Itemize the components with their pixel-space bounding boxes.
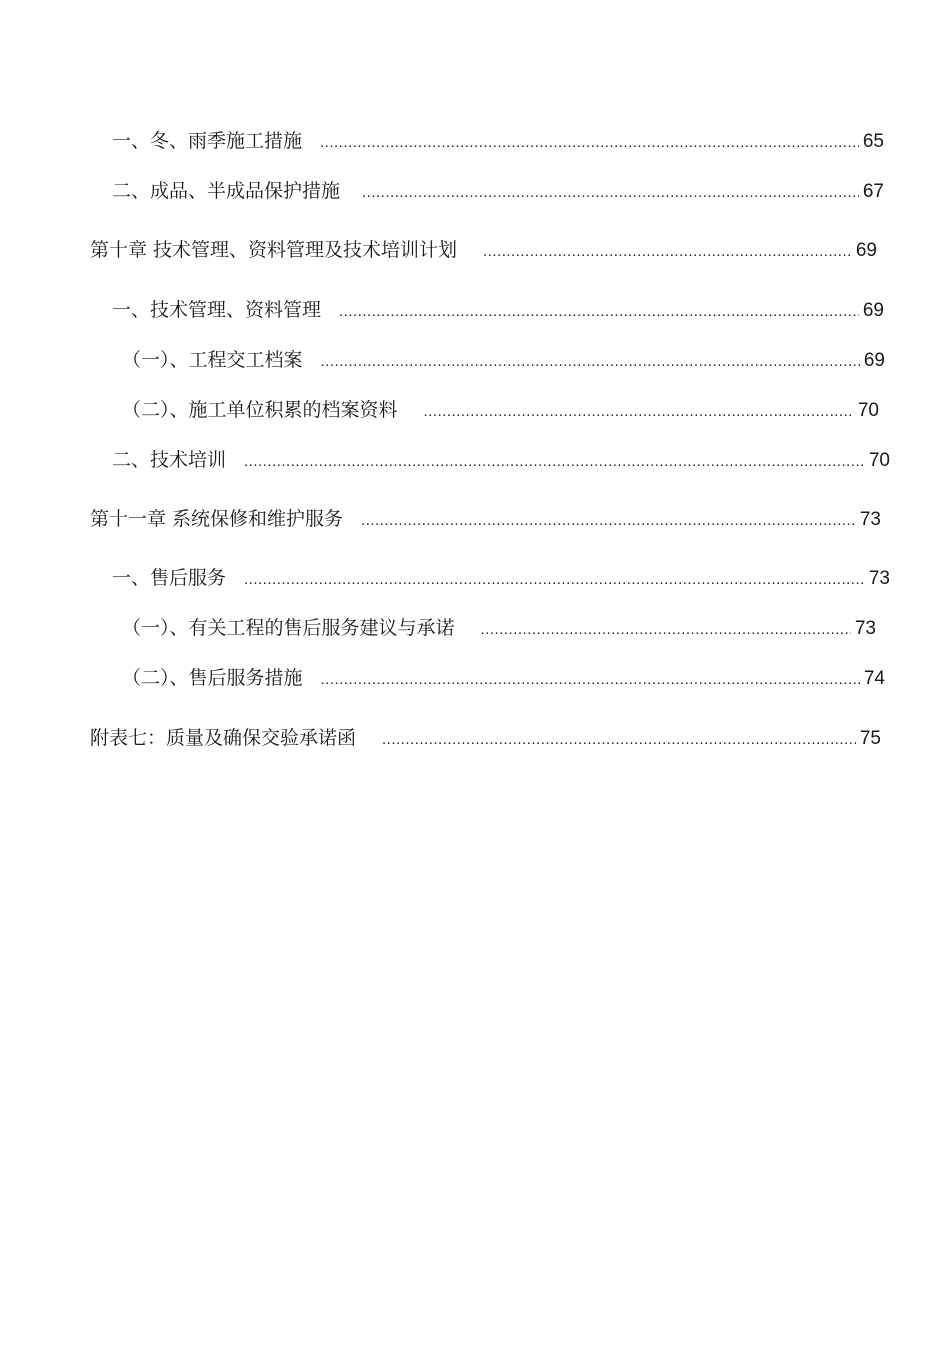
toc-entry-page: 70 <box>857 400 879 421</box>
toc-entry-title: 第十章 技术管理、资料管理及技术培训计划 <box>90 239 458 261</box>
toc-chapter-entry[interactable] <box>90 504 881 534</box>
toc-subentry[interactable] <box>122 613 876 643</box>
toc-entry-page: 65 <box>862 131 884 152</box>
toc-entry-page: 75 <box>859 728 881 749</box>
toc-entry-title: （二）、售后服务措施 <box>122 667 303 689</box>
toc-entry-page: 73 <box>854 618 876 639</box>
toc-entry-title: 二、成品、半成品保护措施 <box>112 180 341 202</box>
dot-leader <box>339 297 859 327</box>
dot-leader <box>382 725 856 755</box>
toc-entry-title: 一、冬、雨季施工措施 <box>112 130 303 152</box>
toc-entry[interactable] <box>112 176 884 206</box>
dot-leader <box>424 397 854 427</box>
toc-entry-page: 74 <box>863 668 885 689</box>
dot-leader <box>483 237 852 267</box>
toc-entry-page: 67 <box>862 181 884 202</box>
toc-entry-title: （一）、工程交工档案 <box>122 349 303 371</box>
dot-leader <box>321 347 860 377</box>
dot-leader <box>244 447 865 477</box>
toc-entry[interactable] <box>112 126 884 156</box>
toc-entry-title: 第十一章 系统保修和维护服务 <box>90 508 344 530</box>
dot-leader <box>244 565 865 595</box>
toc-entry[interactable] <box>112 563 890 593</box>
toc-entry-page: 69 <box>863 350 885 371</box>
toc-entry-title: （一）、有关工程的售后服务建议与承诺 <box>122 617 455 639</box>
toc-subentry[interactable] <box>122 395 879 425</box>
toc-entry-title: 一、售后服务 <box>112 567 227 589</box>
toc-entry-title: 二、技术培训 <box>112 449 227 471</box>
dot-leader <box>361 506 856 536</box>
toc-appendix-entry[interactable] <box>90 723 881 753</box>
toc-entry[interactable] <box>112 445 890 475</box>
toc-subentry[interactable] <box>122 663 885 693</box>
dot-leader <box>362 178 859 208</box>
toc-subentry[interactable] <box>122 345 885 375</box>
dot-leader <box>481 615 851 645</box>
dot-leader <box>320 128 859 158</box>
toc-entry-page: 70 <box>868 450 890 471</box>
dot-leader <box>321 665 860 695</box>
toc-chapter-entry[interactable] <box>90 235 877 265</box>
toc-entry-title: （二）、施工单位积累的档案资料 <box>122 399 398 421</box>
toc-entry-title: 附表七：质量及确保交验承诺函 <box>90 727 357 749</box>
toc-entry-page: 73 <box>859 509 881 530</box>
toc-entry[interactable] <box>112 295 884 325</box>
toc-entry-title: 一、技术管理、资料管理 <box>112 299 322 321</box>
toc-entry-page: 69 <box>855 240 877 261</box>
toc-entry-page: 73 <box>868 568 890 589</box>
toc-entry-page: 69 <box>862 300 884 321</box>
